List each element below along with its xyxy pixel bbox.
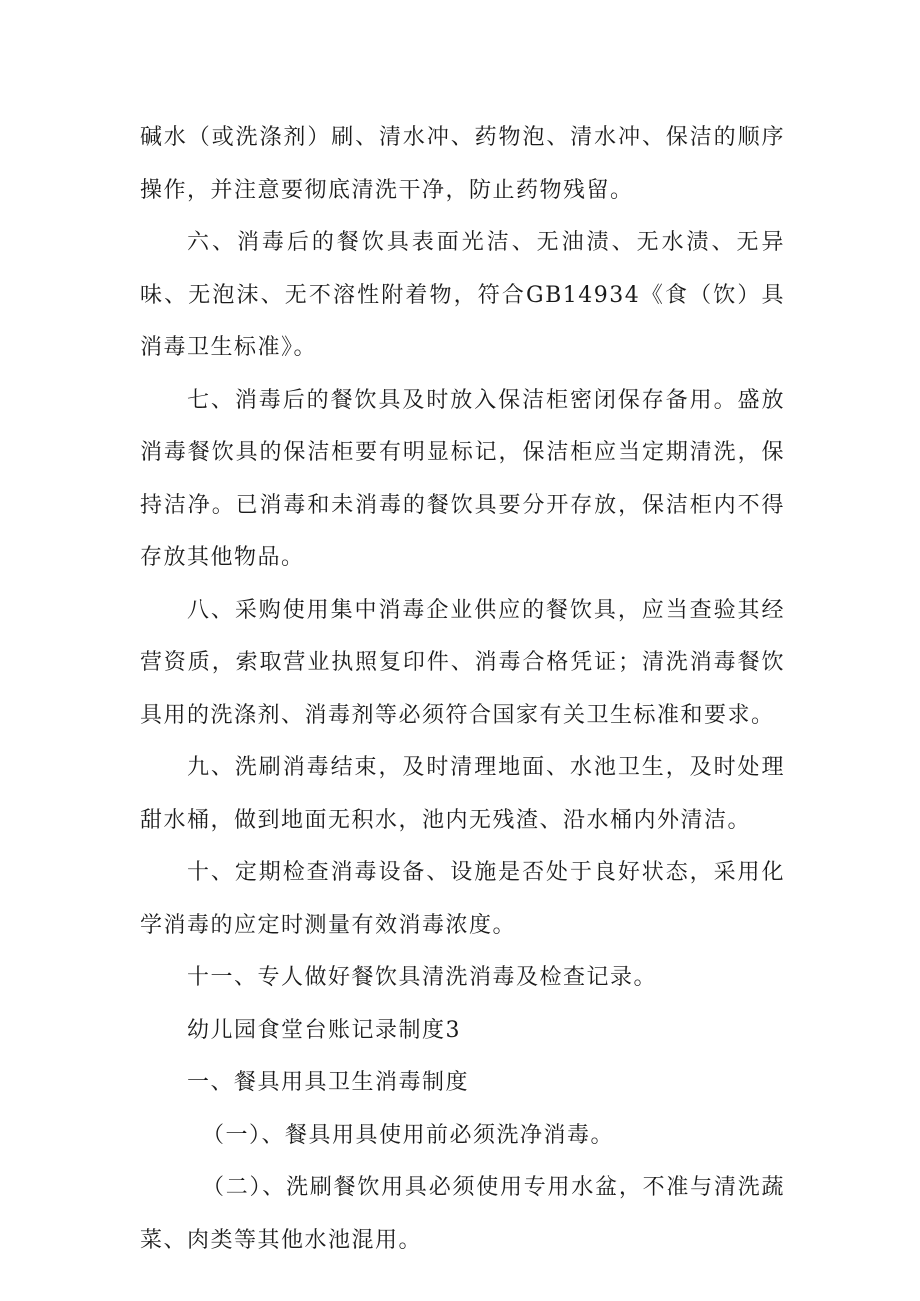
section-title: 幼儿园食堂台账记录制度3 [187, 1017, 461, 1043]
subitem-1: （一）、餐具用具使用前必须洗净消毒。 [202, 1122, 615, 1148]
subitem-2: （二）、洗刷餐饮用具必须使用专用水盆，不准与清洗蔬菜、肉类等其他水池混用。 [140, 1175, 785, 1253]
paragraph-continuation: 碱水（或洗涤剂）刷、清水冲、药物泡、清水冲、保洁的顺序操作，并注意要彻底清洗干净，防止药物残留。 [140, 125, 785, 203]
paragraph-item-8: 八、采购使用集中消毒企业供应的餐饮具，应当查验其经营资质，索取营业执照复印件、消毒合格凭证；清洗消毒餐饮具用的洗涤剂、消毒剂等必须符合国家有关卫生标准和要求。 [140, 597, 785, 728]
document-body [140, 112, 785, 1267]
paragraph-item-7: 七、消毒后的餐饮具及时放入保洁柜密闭保存备用。盛放消毒餐饮具的保洁柜要有明显标记，保洁柜应当定期清洗，保持洁净。已消毒和未消毒的餐饮具要分开存放，保洁柜内不得存放其他物品。 [140, 387, 785, 570]
subsection-title: 一、餐具用具卫生消毒制度 [187, 1070, 470, 1095]
paragraph-item-6: 六、消毒后的餐饮具表面光洁、无油渍、无水渍、无异味、无泡沫、无不溶性附着物，符合GB14934《食（饮）具消毒卫生标准》。 [140, 230, 785, 360]
paragraph-item-10: 十、定期检查消毒设备、设施是否处于良好状态，采用化学消毒的应定时测量有效消毒浓度。 [140, 860, 785, 938]
paragraph-item-11: 十一、专人做好餐饮具清洗消毒及检查记录。 [187, 965, 658, 990]
paragraph-item-9: 九、洗刷消毒结束，及时清理地面、水池卫生，及时处理甜水桶，做到地面无积水，池内无残渣、沿水桶内外清洁。 [140, 755, 785, 833]
